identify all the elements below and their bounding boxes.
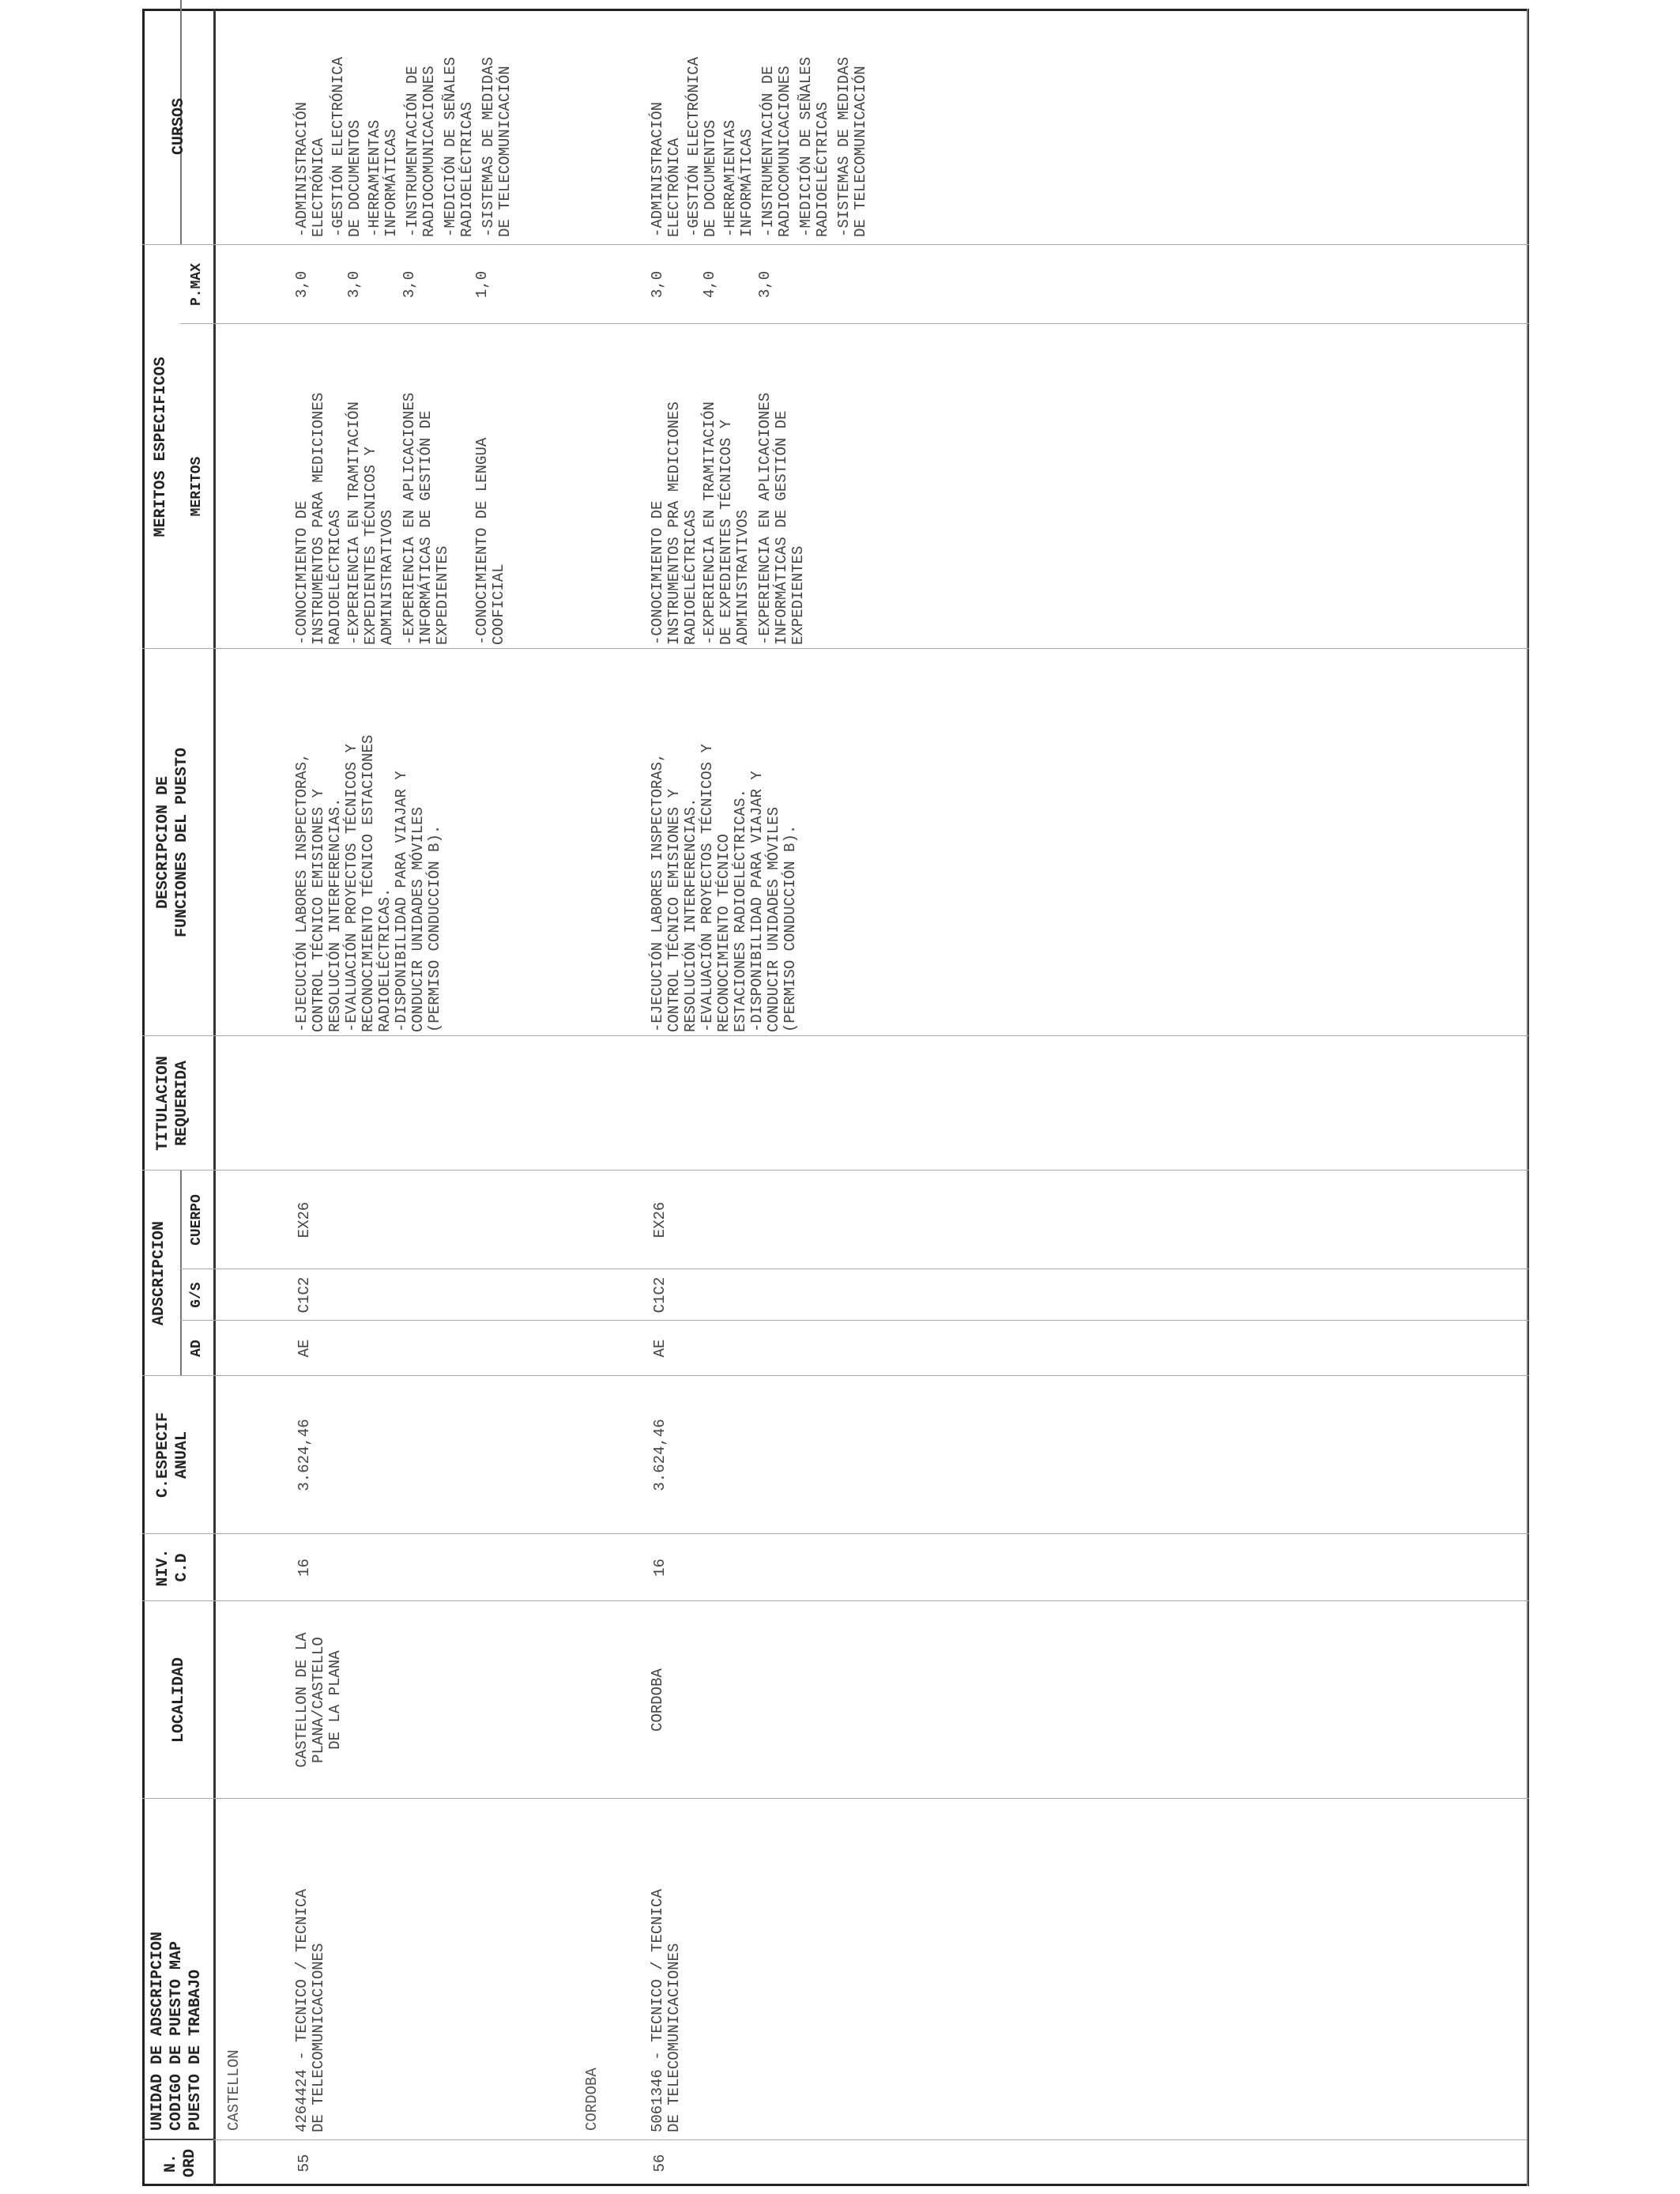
row-cespecif: 3.624,46 (651, 1419, 669, 1491)
row-n-ord: 56 (651, 2154, 669, 2173)
header-localidad: LOCALIDAD (170, 1657, 188, 1744)
merito-pmax: 4,0 (701, 270, 718, 299)
curso-item: -GESTIÓN ELECTRÓNICA DE DOCUMENTOS (685, 56, 719, 237)
merito-item: -EXPERIENCIA EN APLICACIONES INFORMÁTICAS DE GESTIÓN DE EXPEDIENTES (756, 392, 807, 645)
merito-item: -EXPERIENCIA EN TRAMITACIÓN EXPEDIENTES TÉCNICOS Y ADMINISTRATIVOS (345, 401, 396, 645)
row-puesto: 4264424 - TECNICO / TECNICA DE TELECOMUNICACIONES (293, 1889, 327, 2132)
header-cursos: CURSOS (170, 98, 188, 156)
row-cuerpo: EX26 (651, 1201, 669, 1238)
curso-item: -INSTRUMENTACIÓN DE RADIOCOMUNICACIONES (759, 66, 793, 237)
curso-item: -HERRAMIENTAS INFORMÁTICAS (721, 119, 755, 237)
section-unit-cordoba: CORDOBA (583, 2068, 601, 2131)
header-pmax: P.MAX (189, 263, 205, 307)
row-puesto: 5061346 - TECNICO / TECNICA DE TELECOMUNICACIONES (649, 1889, 683, 2132)
header-adscripcion: ADSCRIPCION (150, 1220, 168, 1326)
sep-adscripcion (142, 1170, 1529, 1171)
curso-item: -INSTRUMENTACIÓN DE RADIOCOMUNICACIONES (404, 66, 438, 237)
footer-rule (1527, 9, 1528, 2186)
row-descripcion: -EJECUCIÓN LABORES INSPECTORAS, CONTROL TÉCNICO EMISIONES Y RESOLUCIÓN INTERFERENCIAS. -EVALUACIÓN PROYECTOS TÉCNICOS Y RECONOCIMIENTO TÉCNICO ESTACIONES RADIOELÉCTRICAS. -DISPONIBILIDAD PARA VIAJAR Y CONDUCIR UNIDADES MÓVILES (PERMISO CONDUCCIÓN B). (293, 734, 443, 1032)
header-n-ord: N. ORD (162, 2149, 199, 2178)
sep-titulacion (142, 1035, 1529, 1036)
header-nivel: NIV. C.D (154, 1548, 191, 1587)
header-titulacion: TITULACION REQUERIDA (154, 1055, 191, 1152)
header-unidad: UNIDAD DE ADSCRIPCION CODIGO DE PUESTO MAP PUESTO DE TRABAJO (149, 1931, 205, 2131)
sep-nivel (142, 1533, 1529, 1534)
row-ad: AE (651, 1339, 669, 1358)
curso-item: -SISTEMAS DE MEDIDAS DE TELECOMUNICACIÓN (480, 56, 514, 237)
header-descripcion: DESCRIPCION DE FUNCIONES DEL PUESTO (154, 747, 191, 938)
merito-pmax: 3,0 (649, 270, 666, 299)
adscripcion-subheader-rule (180, 1171, 182, 1376)
merito-item: -CONOCIMIENTO DE INSTRUMENTOS PRA MEDICIONES RADIOELÉCTRICAS (649, 401, 699, 645)
sep-meritos (180, 323, 1529, 324)
header-meritos-especificos: MERITOS ESPECIFICOS (152, 356, 170, 537)
sep-ad (180, 1320, 1529, 1321)
curso-item: -GESTIÓN ELECTRÓNICA DE DOCUMENTOS (330, 56, 363, 237)
header-bottom-rule (213, 9, 216, 2186)
row-n-ord: 55 (296, 2154, 313, 2173)
row-nivel: 16 (651, 1559, 669, 1577)
row-localidad: CASTELLON DE LA PLANA/CASTELLO DE LA PLANA (293, 1632, 344, 1768)
curso-item: -MEDICIÓN DE SEÑALES RADIOELÉCTRICAS (442, 56, 476, 237)
row-cespecif: 3.624,46 (296, 1419, 313, 1491)
header-cespecif: C.ESPECIF ANUAL (154, 1412, 191, 1498)
row-gs: C1C2 (296, 1276, 313, 1314)
curso-item: -ADMINISTRACIÓN ELECTRÓNICA (293, 101, 327, 237)
row-cuerpo: EX26 (296, 1201, 313, 1238)
sep-localidad (142, 1600, 1529, 1601)
curso-item: -ADMINISTRACIÓN ELECTRÓNICA (649, 101, 683, 237)
merito-item: -EXPERIENCIA EN APLICACIONES INFORMÁTICAS DE GESTIÓN DE EXPEDIENTES (401, 392, 451, 645)
sep-nord-body (213, 2139, 1527, 2140)
curso-item: -MEDICIÓN DE SEÑALES RADIOELÉCTRICAS (797, 56, 831, 237)
sep-unidad (142, 1798, 1529, 1799)
section-unit-castellon: CASTELLON (225, 2049, 243, 2131)
row-nivel: 16 (296, 1559, 313, 1577)
merito-pmax: 3,0 (756, 270, 774, 299)
merito-pmax: 3,0 (293, 270, 311, 299)
merito-pmax: 3,0 (401, 270, 418, 299)
header-ad: AD (189, 1340, 205, 1357)
merito-pmax: 3,0 (345, 270, 363, 299)
sep-cespecif (142, 1375, 1529, 1376)
merito-pmax: 1,0 (473, 270, 491, 299)
row-ad: AE (296, 1339, 313, 1358)
row-descripcion: -EJECUCIÓN LABORES INSPECTORAS, CONTROL TÉCNICO EMISIONES Y RESOLUCIÓN INTERFERENCIAS. -EVALUACIÓN PROYECTOS TÉCNICOS Y RECONOCIMIENTO TÉCNICO ESTACIONES RADIOELÉCTRICAS. -DISPONIBILIDAD PARA VIAJAR Y CONDUCIR UNIDADES MÓVILES (PERMISO CONDUCCIÓN B). (649, 744, 799, 1032)
merito-item: -EXPERIENCIA EN TRAMITACIÓN DE EXPEDIENTES TÉCNICOS Y ADMINISTRATIVOS (701, 401, 751, 645)
curso-item: -HERRAMIENTAS INFORMÁTICAS (366, 119, 400, 237)
merito-item: -CONOCIMIENTO DE INSTRUMENTOS PARA MEDICIONES RADIOELÉCTRICAS (293, 392, 344, 645)
row-localidad: CORDOBA (649, 1668, 666, 1732)
header-meritos: MERITOS (189, 456, 205, 517)
row-gs: C1C2 (651, 1276, 669, 1314)
header-gs: G/S (189, 1282, 205, 1308)
merito-item: -CONOCIMIENTO DE LENGUA COOFICIAL (473, 437, 507, 645)
curso-item: -SISTEMAS DE MEDIDAS DE TELECOMUNICACIÓN (835, 56, 869, 237)
header-cuerpo: CUERPO (189, 1194, 205, 1246)
